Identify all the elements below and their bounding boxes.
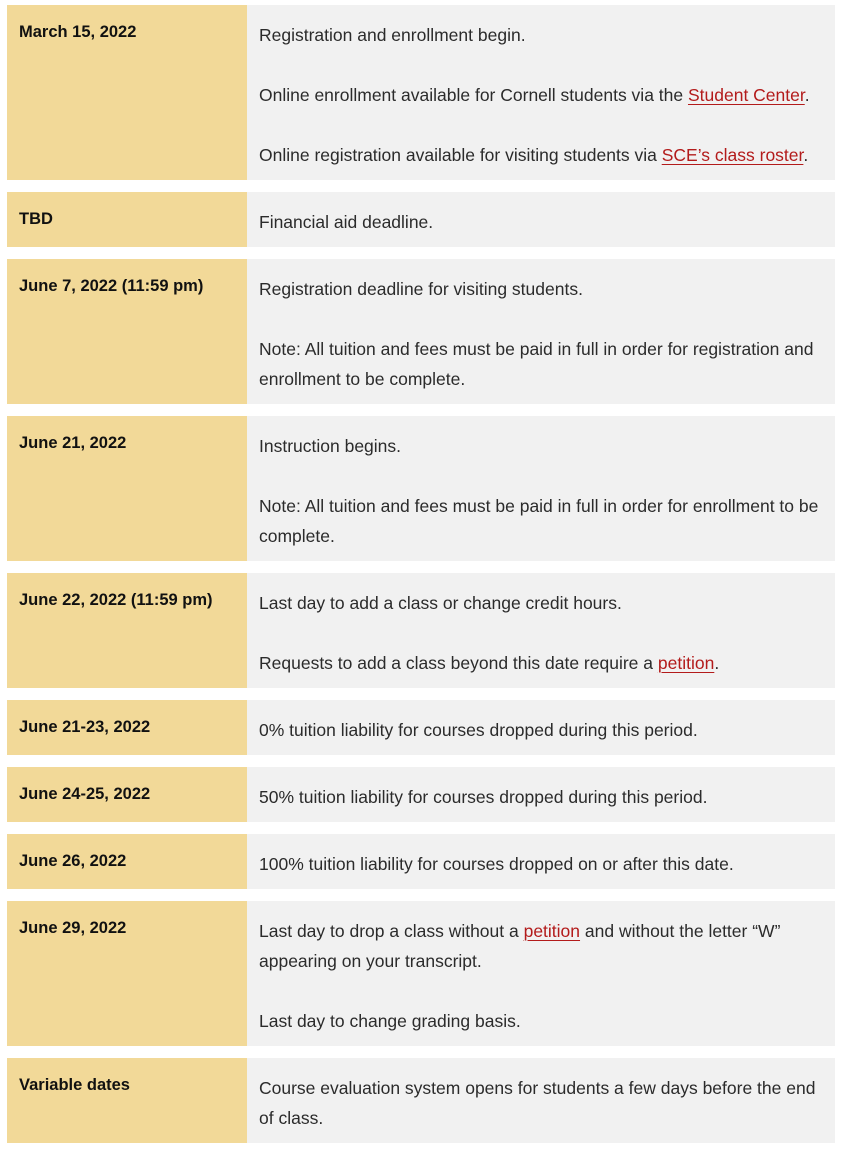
date-cell: June 26, 2022 (7, 834, 247, 889)
description-paragraph (259, 588, 823, 618)
date-cell: June 7, 2022 (11:59 pm) (7, 259, 247, 404)
description-text: . (714, 653, 720, 673)
description-text: 50% tuition liability for courses dropped during this period. (259, 787, 708, 807)
description-cell (247, 573, 835, 688)
description-text: Registration deadline for visiting students. (259, 279, 583, 299)
table-row (7, 767, 835, 822)
description-text: Requests to add a class beyond this date require a (259, 653, 658, 673)
description-cell (247, 192, 835, 247)
date-cell: June 21, 2022 (7, 416, 247, 561)
description-paragraph (259, 334, 823, 394)
table-row (7, 834, 835, 889)
date-cell: June 22, 2022 (11:59 pm) (7, 573, 247, 688)
description-text: Note: All tuition and fees must be paid in full in order for registration and enrollment to be complete. (259, 339, 814, 389)
description-text: Last day to change grading basis. (259, 1011, 521, 1031)
date-cell: TBD (7, 192, 247, 247)
description-text: Course evaluation system opens for students a few days before the end of class. (259, 1078, 816, 1128)
description-paragraph (259, 1006, 823, 1036)
description-text: . (804, 85, 810, 105)
description-cell (247, 901, 835, 1046)
inline-link[interactable]: Student Center (687, 85, 805, 105)
description-text: 0% tuition liability for courses dropped during this period. (259, 720, 698, 740)
date-cell: June 21-23, 2022 (7, 700, 247, 755)
description-text: Registration and enrollment begin. (259, 25, 526, 45)
description-paragraph (259, 1073, 823, 1133)
table-row (7, 5, 835, 180)
description-text: Online enrollment available for Cornell students via the (259, 85, 688, 105)
description-paragraph (259, 274, 823, 304)
description-text: Last day to add a class or change credit hours. (259, 593, 622, 613)
description-text: Instruction begins. (259, 436, 402, 456)
date-cell: March 15, 2022 (7, 5, 247, 180)
description-paragraph (259, 207, 823, 237)
description-paragraph (259, 782, 823, 812)
description-text: Online registration available for visiting students via (259, 145, 662, 165)
description-paragraph (259, 431, 823, 461)
description-paragraph (259, 715, 823, 745)
description-text: and without the letter “W” appearing on your transcript. (259, 921, 781, 971)
description-paragraph (259, 491, 823, 551)
description-cell (247, 700, 835, 755)
description-text: . (803, 145, 809, 165)
table-row (7, 573, 835, 688)
table-row (7, 259, 835, 404)
description-cell (247, 259, 835, 404)
academic-calendar-table (7, 0, 835, 1155)
description-text: Note: All tuition and fees must be paid in full in order for enrollment to be complete. (259, 496, 819, 546)
description-cell (247, 5, 835, 180)
description-text: 100% tuition liability for courses dropped on or after this date. (259, 854, 734, 874)
description-paragraph (259, 80, 823, 110)
table-row (7, 1058, 835, 1143)
date-cell: June 29, 2022 (7, 901, 247, 1046)
description-cell (247, 834, 835, 889)
description-cell (247, 767, 835, 822)
description-cell (247, 416, 835, 561)
description-paragraph (259, 140, 823, 170)
inline-link[interactable]: SCE’s class roster (661, 145, 804, 165)
inline-link[interactable]: petition (657, 653, 715, 673)
table-row (7, 416, 835, 561)
description-paragraph (259, 849, 823, 879)
inline-link[interactable]: petition (523, 921, 581, 941)
description-paragraph (259, 648, 823, 678)
description-cell (247, 1058, 835, 1143)
table-row (7, 700, 835, 755)
description-paragraph (259, 20, 823, 50)
description-text: Last day to drop a class without a (259, 921, 524, 941)
date-cell: Variable dates (7, 1058, 247, 1143)
calendar-body (7, 5, 835, 1143)
description-paragraph (259, 916, 823, 976)
date-cell: June 24-25, 2022 (7, 767, 247, 822)
description-text: Financial aid deadline. (259, 212, 434, 232)
table-row (7, 192, 835, 247)
table-row (7, 901, 835, 1046)
